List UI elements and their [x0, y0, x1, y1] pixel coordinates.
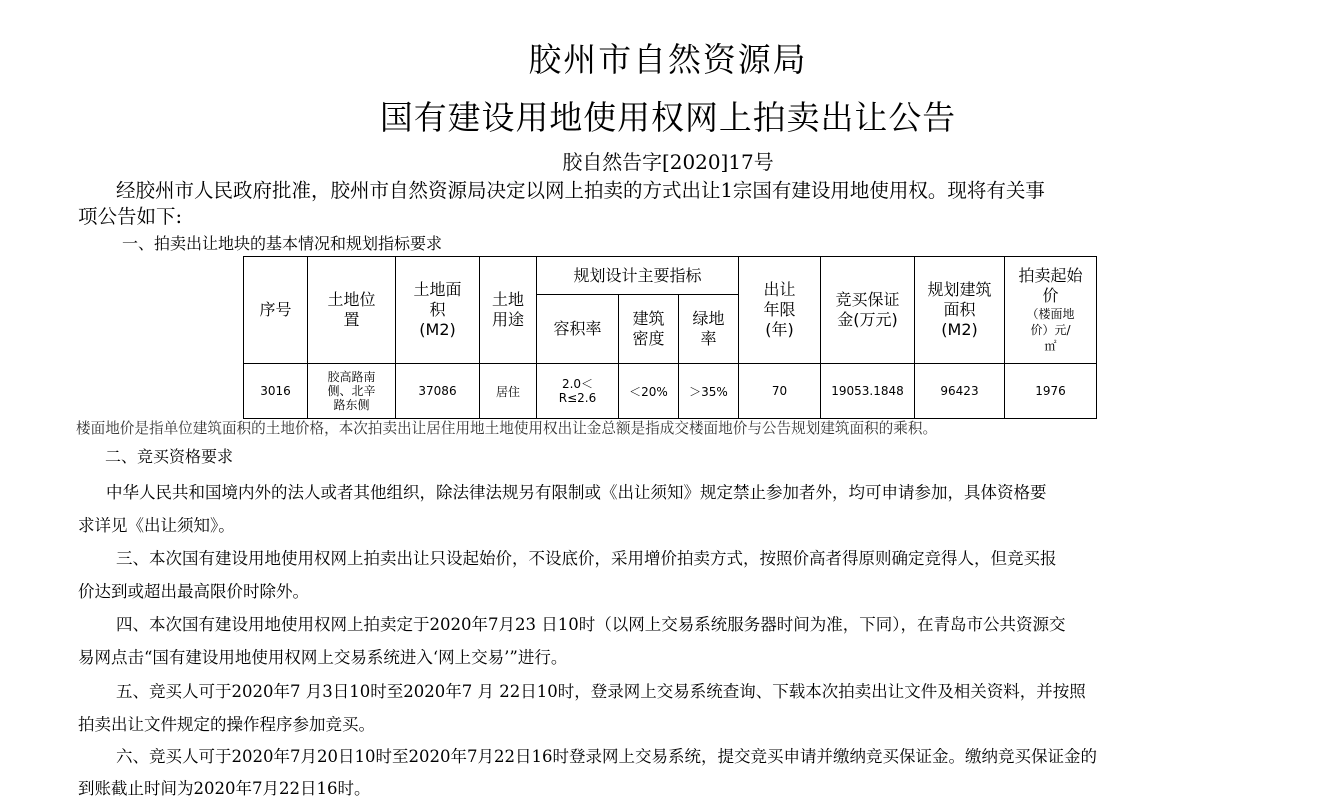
cell-green: ＞35% [679, 364, 739, 419]
land-parcel-table [243, 256, 1097, 419]
item-5-line-1: 五、竞买人可于2020年7 月3日10时至2020年7 月 22日10时，登录网上交易系统查询、下载本次拍卖出让文件及相关资料，并按照 [116, 682, 1086, 701]
intro-line-2: 项公告如下: [78, 205, 183, 228]
qualification-line-2: 求详见《出让须知》。 [78, 516, 235, 535]
cell-area: 37086 [396, 364, 480, 419]
announcement-title: 国有建设用地使用权网上拍卖出让公告 [379, 98, 957, 137]
qualification-line-1: 中华人民共和国境内外的法人或者其他组织，除法律法规另有限制或《出让须知》规定禁止参加者外，均可申请参加，具体资格要 [106, 483, 1047, 502]
cell-far: 2.0＜ R≤2.6 [537, 364, 619, 419]
header-term: 出让 年限 (年) [739, 257, 821, 364]
cell-use: 居住 [480, 364, 537, 419]
section-1-heading: 一、拍卖出让地块的基本情况和规划指标要求 [122, 234, 443, 253]
header-use: 土地 用途 [480, 257, 537, 364]
header-building-area: 规划建筑 面积 (M2) [915, 257, 1005, 364]
document-number: 胶自然告字[2020]17号 [562, 150, 774, 174]
item-5-line-2: 拍卖出让文件规定的操作程序参加竞买。 [78, 715, 375, 734]
header-deposit: 竞买保证 金(万元) [821, 257, 915, 364]
cell-building-area: 96423 [915, 364, 1005, 419]
cell-term: 70 [739, 364, 821, 419]
item-4-line-2: 易网点击“国有建设用地使用权网上交易系统进入‘网上交易’”进行。 [78, 648, 568, 667]
intro-line-1: 经胶州市人民政府批准，胶州市自然资源局决定以网上拍卖的方式出让1宗国有建设用地使用权。现将有关事 [116, 179, 1045, 202]
item-6-line-2: 到账截止时间为2020年7月22日16时。 [78, 779, 371, 798]
header-far: 容积率 [537, 295, 619, 364]
cell-seq: 3016 [244, 364, 308, 419]
cell-location: 胶高路南 侧、北辛 路东侧 [308, 364, 396, 419]
header-location: 土地位 置 [308, 257, 396, 364]
cell-deposit: 19053.1848 [821, 364, 915, 419]
table-row [244, 364, 1097, 419]
item-3-line-2: 价达到或超出最高限价时除外。 [78, 582, 309, 601]
item-4-line-1: 四、本次国有建设用地使用权网上拍卖定于2020年7月23 日10时（以网上交易系统服务器时间为准，下同），在青岛市公共资源交 [116, 615, 1066, 634]
header-seq: 序号 [244, 257, 308, 364]
item-3-line-1: 三、本次国有建设用地使用权网上拍卖出让只设起始价，不设底价，采用增价拍卖方式，按照价高者得原则确定竞得人，但竞买报 [116, 549, 1057, 568]
cell-density: ＜20% [619, 364, 679, 419]
header-density: 建筑 密度 [619, 295, 679, 364]
section-2-heading: 二、竞买资格要求 [105, 447, 234, 466]
floor-price-note: 楼面地价是指单位建筑面积的土地价格，本次拍卖出让居住用地土地使用权出让金总额是指成交楼面地价与公告规划建筑面积的乘积。 [76, 420, 938, 437]
table-header-row-1 [244, 257, 1097, 295]
header-planning-indicators: 规划设计主要指标 [537, 257, 739, 295]
header-start-price: 拍卖起始 价 （楼面地 价）元/ ㎡ [1005, 257, 1097, 364]
item-6-line-1: 六、竞买人可于2020年7月20日10时至2020年7月22日16时登录网上交易系统，提交竞买申请并缴纳竞买保证金。缴纳竞买保证金的 [116, 747, 1097, 766]
header-area: 土地面 积 (M2) [396, 257, 480, 364]
agency-title: 胶州市自然资源局 [528, 40, 808, 79]
cell-start-price: 1976 [1005, 364, 1097, 419]
header-green: 绿地 率 [679, 295, 739, 364]
